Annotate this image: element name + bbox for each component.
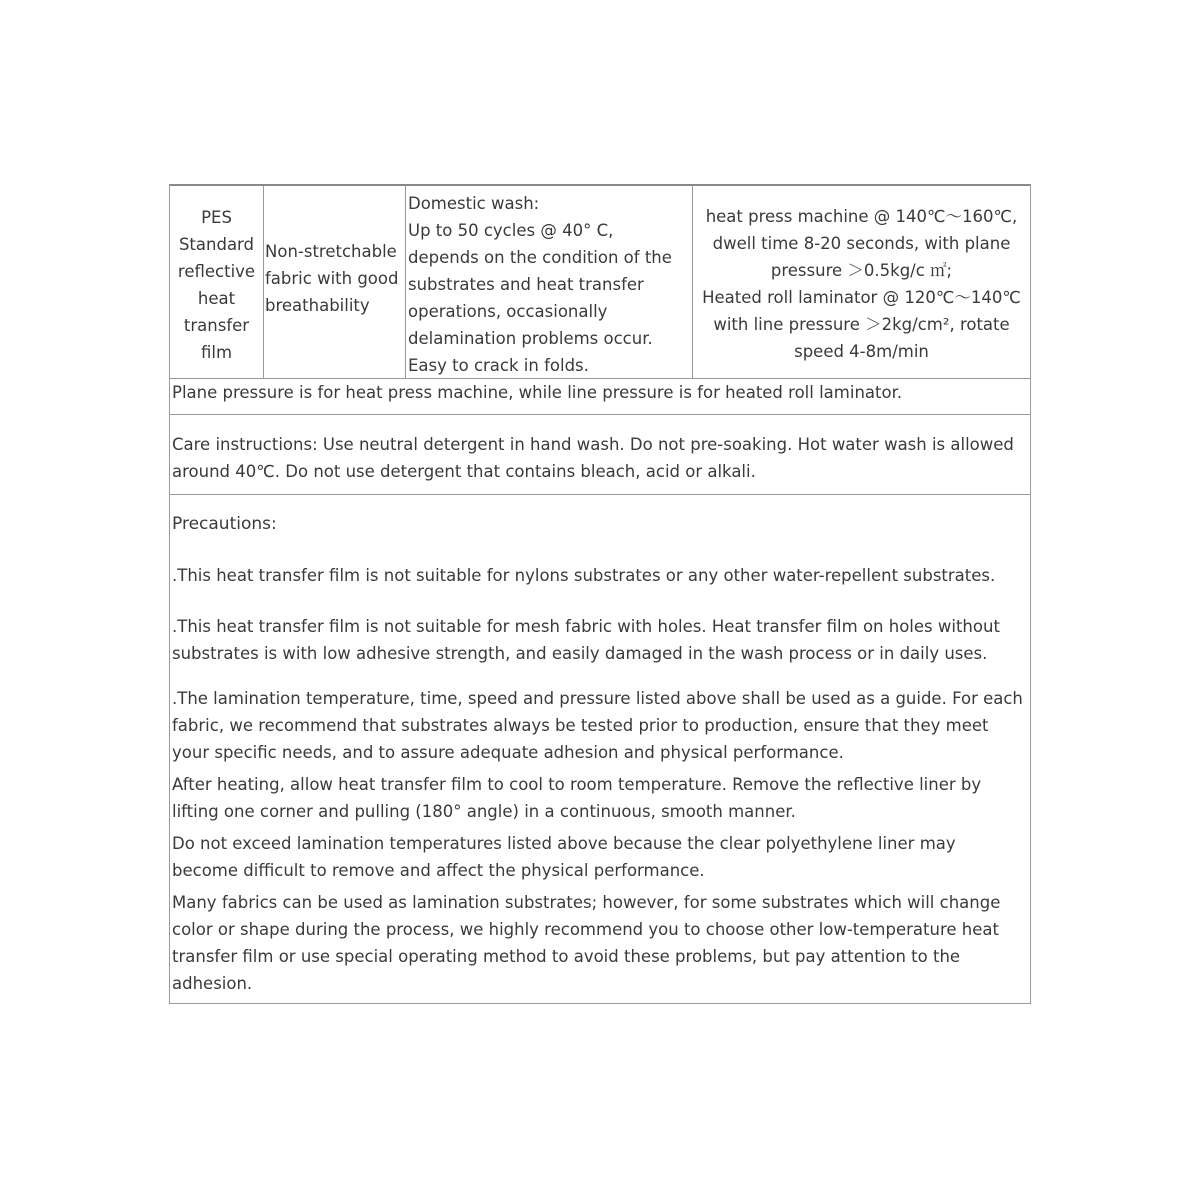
precaution-paragraph (172, 613, 1030, 667)
wash-cell (406, 186, 693, 378)
precaution-line: adhesion. (172, 974, 253, 993)
product-name-line: reflective (177, 262, 256, 281)
process-line: heat press machine @ 140℃～160℃, (705, 207, 1018, 226)
product-name-line: film (200, 343, 233, 362)
product-name-line: Standard (178, 235, 255, 254)
wash-line: delamination problems occur. (408, 329, 653, 348)
process-cell (693, 186, 1030, 378)
wash-line: substrates and heat transfer (408, 275, 644, 294)
precaution-line: your specific needs, and to assure adequate adhesion and physical performance. (172, 743, 844, 762)
fabric-cell (264, 186, 406, 378)
precaution-line: become difficult to remove and affect the physical performance. (172, 861, 705, 880)
precaution-line: color or shape during the process, we highly recommend you to choose other low-temperature heat (172, 920, 999, 939)
precaution-paragraph (172, 830, 1030, 884)
wash-line: Up to 50 cycles @ 40° C, (408, 221, 614, 240)
pressure-note: Plane pressure is for heat press machine, while line pressure is for heated roll laminator. (172, 383, 903, 402)
precaution-paragraph (172, 771, 1030, 825)
pressure-note-row (170, 379, 1030, 415)
product-name-line: transfer (183, 316, 250, 335)
process-line: dwell time 8-20 seconds, with plane (712, 234, 1011, 253)
precaution-paragraph (172, 685, 1030, 766)
wash-line: operations, occasionally (408, 302, 608, 321)
precaution-line: .This heat transfer film is not suitable for mesh fabric with holes. Heat transfer film on holes without (172, 617, 1000, 636)
process-line: speed 4-8m/min (794, 342, 929, 361)
care-line: Care instructions: Use neutral detergent in hand wash. Do not pre-soaking. Hot water wash is allowed (172, 435, 1014, 454)
spec-document (169, 184, 1031, 1004)
fabric-line: Non-stretchable (265, 241, 397, 261)
wash-line: Domestic wash: (408, 194, 540, 213)
fabric-line: fabric with good (265, 268, 399, 288)
process-line: with line pressure ＞2kg/cm², rotate (713, 315, 1010, 334)
process-line: Heated roll laminator @ 120℃～140℃ (702, 288, 1021, 307)
product-name-line: PES (201, 208, 232, 227)
precautions-title: Precautions: (172, 514, 277, 534)
precaution-paragraph (172, 562, 1030, 589)
precaution-line: lifting one corner and pulling (180° angle) in a continuous, smooth manner. (172, 802, 796, 821)
wash-line: depends on the condition of the (408, 248, 672, 267)
product-name-line: heat (197, 289, 236, 308)
precaution-line: fabric, we recommend that substrates always be tested prior to production, ensure that they meet (172, 716, 989, 735)
care-line: around 40℃. Do not use detergent that contains bleach, acid or alkali. (172, 462, 756, 481)
precaution-line: Many fabrics can be used as lamination substrates; however, for some substrates which will change (172, 893, 1001, 912)
precaution-line: .This heat transfer film is not suitable for nylons substrates or any other water-repellent substrates. (172, 566, 996, 585)
precaution-line: substrates is with low adhesive strength, and easily damaged in the wash process or in daily uses. (172, 644, 988, 663)
precaution-line: transfer film or use special operating method to avoid these problems, but pay attention to the (172, 947, 961, 966)
precaution-line: After heating, allow heat transfer film to cool to room temperature. Remove the reflective liner by (172, 775, 982, 794)
care-instructions-row (170, 415, 1030, 495)
precaution-line: .The lamination temperature, time, speed and pressure listed above shall be used as a guide. For each (172, 689, 1023, 708)
precaution-paragraph (172, 889, 1030, 997)
precautions-section (170, 495, 1030, 1003)
precaution-line: Do not exceed lamination temperatures listed above because the clear polyethylene liner may (172, 834, 956, 853)
fabric-line: breathability (265, 295, 370, 315)
product-name-cell (170, 186, 264, 378)
process-line: pressure ＞0.5kg/c ㎡; (770, 261, 953, 280)
wash-line: Easy to crack in folds. (408, 356, 589, 375)
spec-table-row (170, 186, 1030, 379)
